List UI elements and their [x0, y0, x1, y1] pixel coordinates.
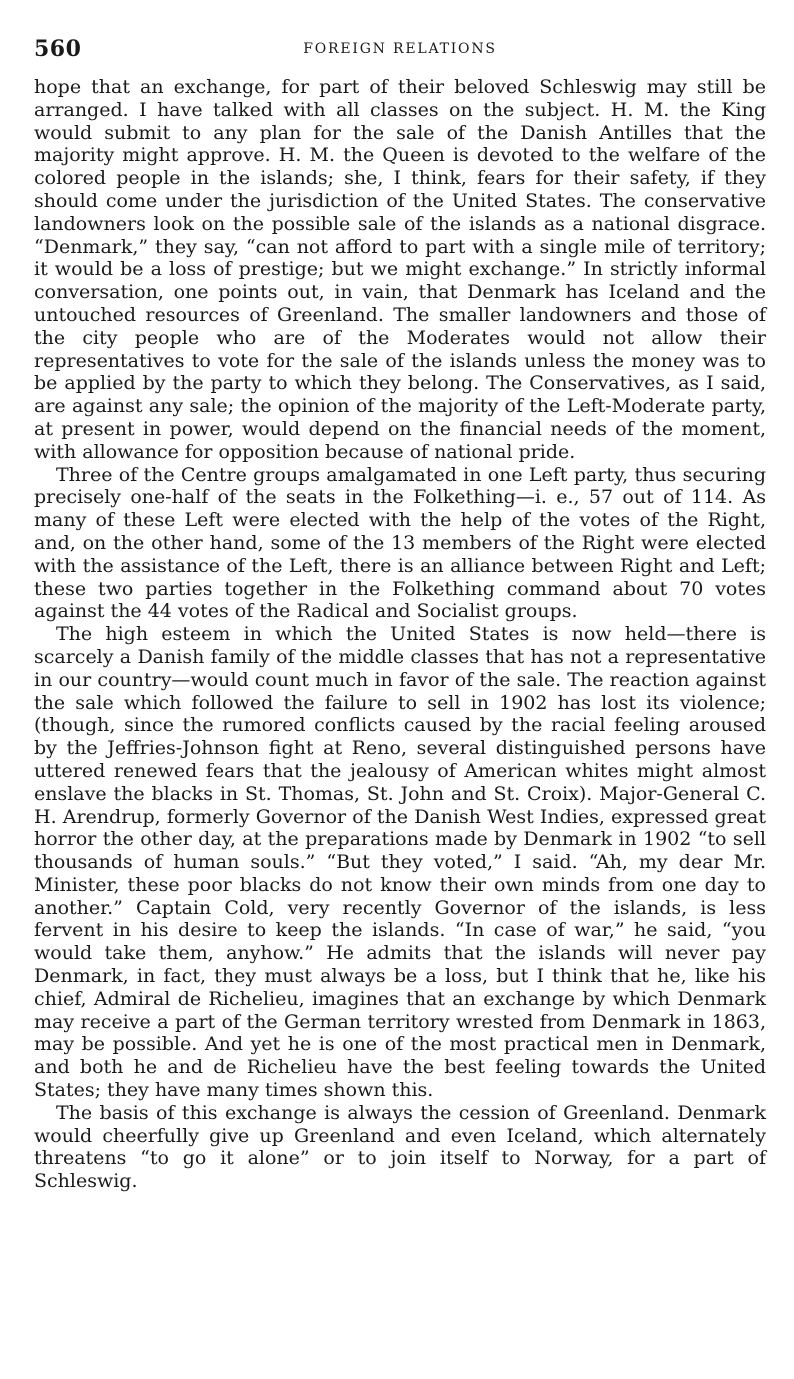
paragraph-continued: hope that an exchange, for part of their beloved Schleswig may still be arranged. I have talked with all classes on the subject. H. M. the King would submit to any plan for the sale of the Danish Antilles that the majority might approve. H. M. the Queen is devoted to the welfare of the colored people in the islands; she, I think, fears for their safety, if they should come under the jurisdiction of the United States. The conservative landowners look on the possible sale of the islands as a national disgrace. “Denmark,” they say, “can not afford to part with a single mile of territory; it would be a loss of prestige; but we might exchange.” In strictly informal conversation, one points out, in vain, that Denmark has Iceland and the untouched resources of Greenland. The smaller landowners and those of the city people who are of the Moderates would not allow their representatives to vote for the sale of the islands unless the money was to be applied by the party to which they belong. The Conservatives, as I said, are against any sale; the opinion of the majority of the Left-Moderate party, at present in power, would depend on the financial needs of the moment, with allowance for opposition because of national pride. [34, 76, 766, 463]
running-title: FOREIGN RELATIONS [303, 41, 497, 57]
paragraph-centre-groups: Three of the Centre groups amalgamated in one Left party, thus securing precisely one-half of the seats in the Folkething—i. e., 57 out of 114. As many of these Left were elected with the help of the votes of the Right, and, on the other hand, some of the 13 members of the Right were elected with the assistance of the Left, there is an alliance between Right and Left; these two parties together in the Folkething command about 70 votes against the 44 votes of the Radical and Socialist groups. [34, 463, 766, 623]
document-page [34, 36, 766, 1193]
body-text [34, 76, 766, 1193]
paragraph-exchange-basis: The basis of this exchange is always the cession of Greenland. Denmark would cheerfully give up Greenland and even Iceland, which alternately threatens “to go it alone” or to join itself to Norway, for a part of Schleswig. [34, 1101, 766, 1193]
page-number: 560 [34, 36, 82, 62]
running-header [34, 36, 766, 76]
paragraph-high-esteem: The high esteem in which the United States is now held—there is scarcely a Danish family of the middle classes that has not a representative in our country—would count much in favor of the sale. The reaction against the sale which followed the failure to sell in 1902 has lost its violence; (though, since the rumored conflicts caused by the racial feeling aroused by the Jeffries-Johnson fight at Reno, several distinguished persons have uttered renewed fears that the jealousy of American whites might almost enslave the blacks in St. Thomas, St. John and St. Croix). Major-General C. H. Arendrup, formerly Governor of the Danish West Indies, expressed great horror the other day, at the preparations made by Denmark in 1902 “to sell thousands of human souls.” “But they voted,” I said. “Ah, my dear Mr. Minister, these poor blacks do not know their own minds from one day to another.” Captain Cold, very recently Governor of the islands, is less fervent in his desire to keep the islands. “In case of war,” he said, “you would take them, anyhow.” He admits that the islands will never pay Denmark, in fact, they must always be a loss, but I think that he, like his chief, Admiral de Richelieu, imagines that an exchange by which Denmark may receive a part of the German territory wrested from Denmark in 1863, may be possible. And yet he is one of the most practical men in Denmark, and both he and de Richelieu have the best feeling towards the United States; they have many times shown this. [34, 623, 766, 1102]
